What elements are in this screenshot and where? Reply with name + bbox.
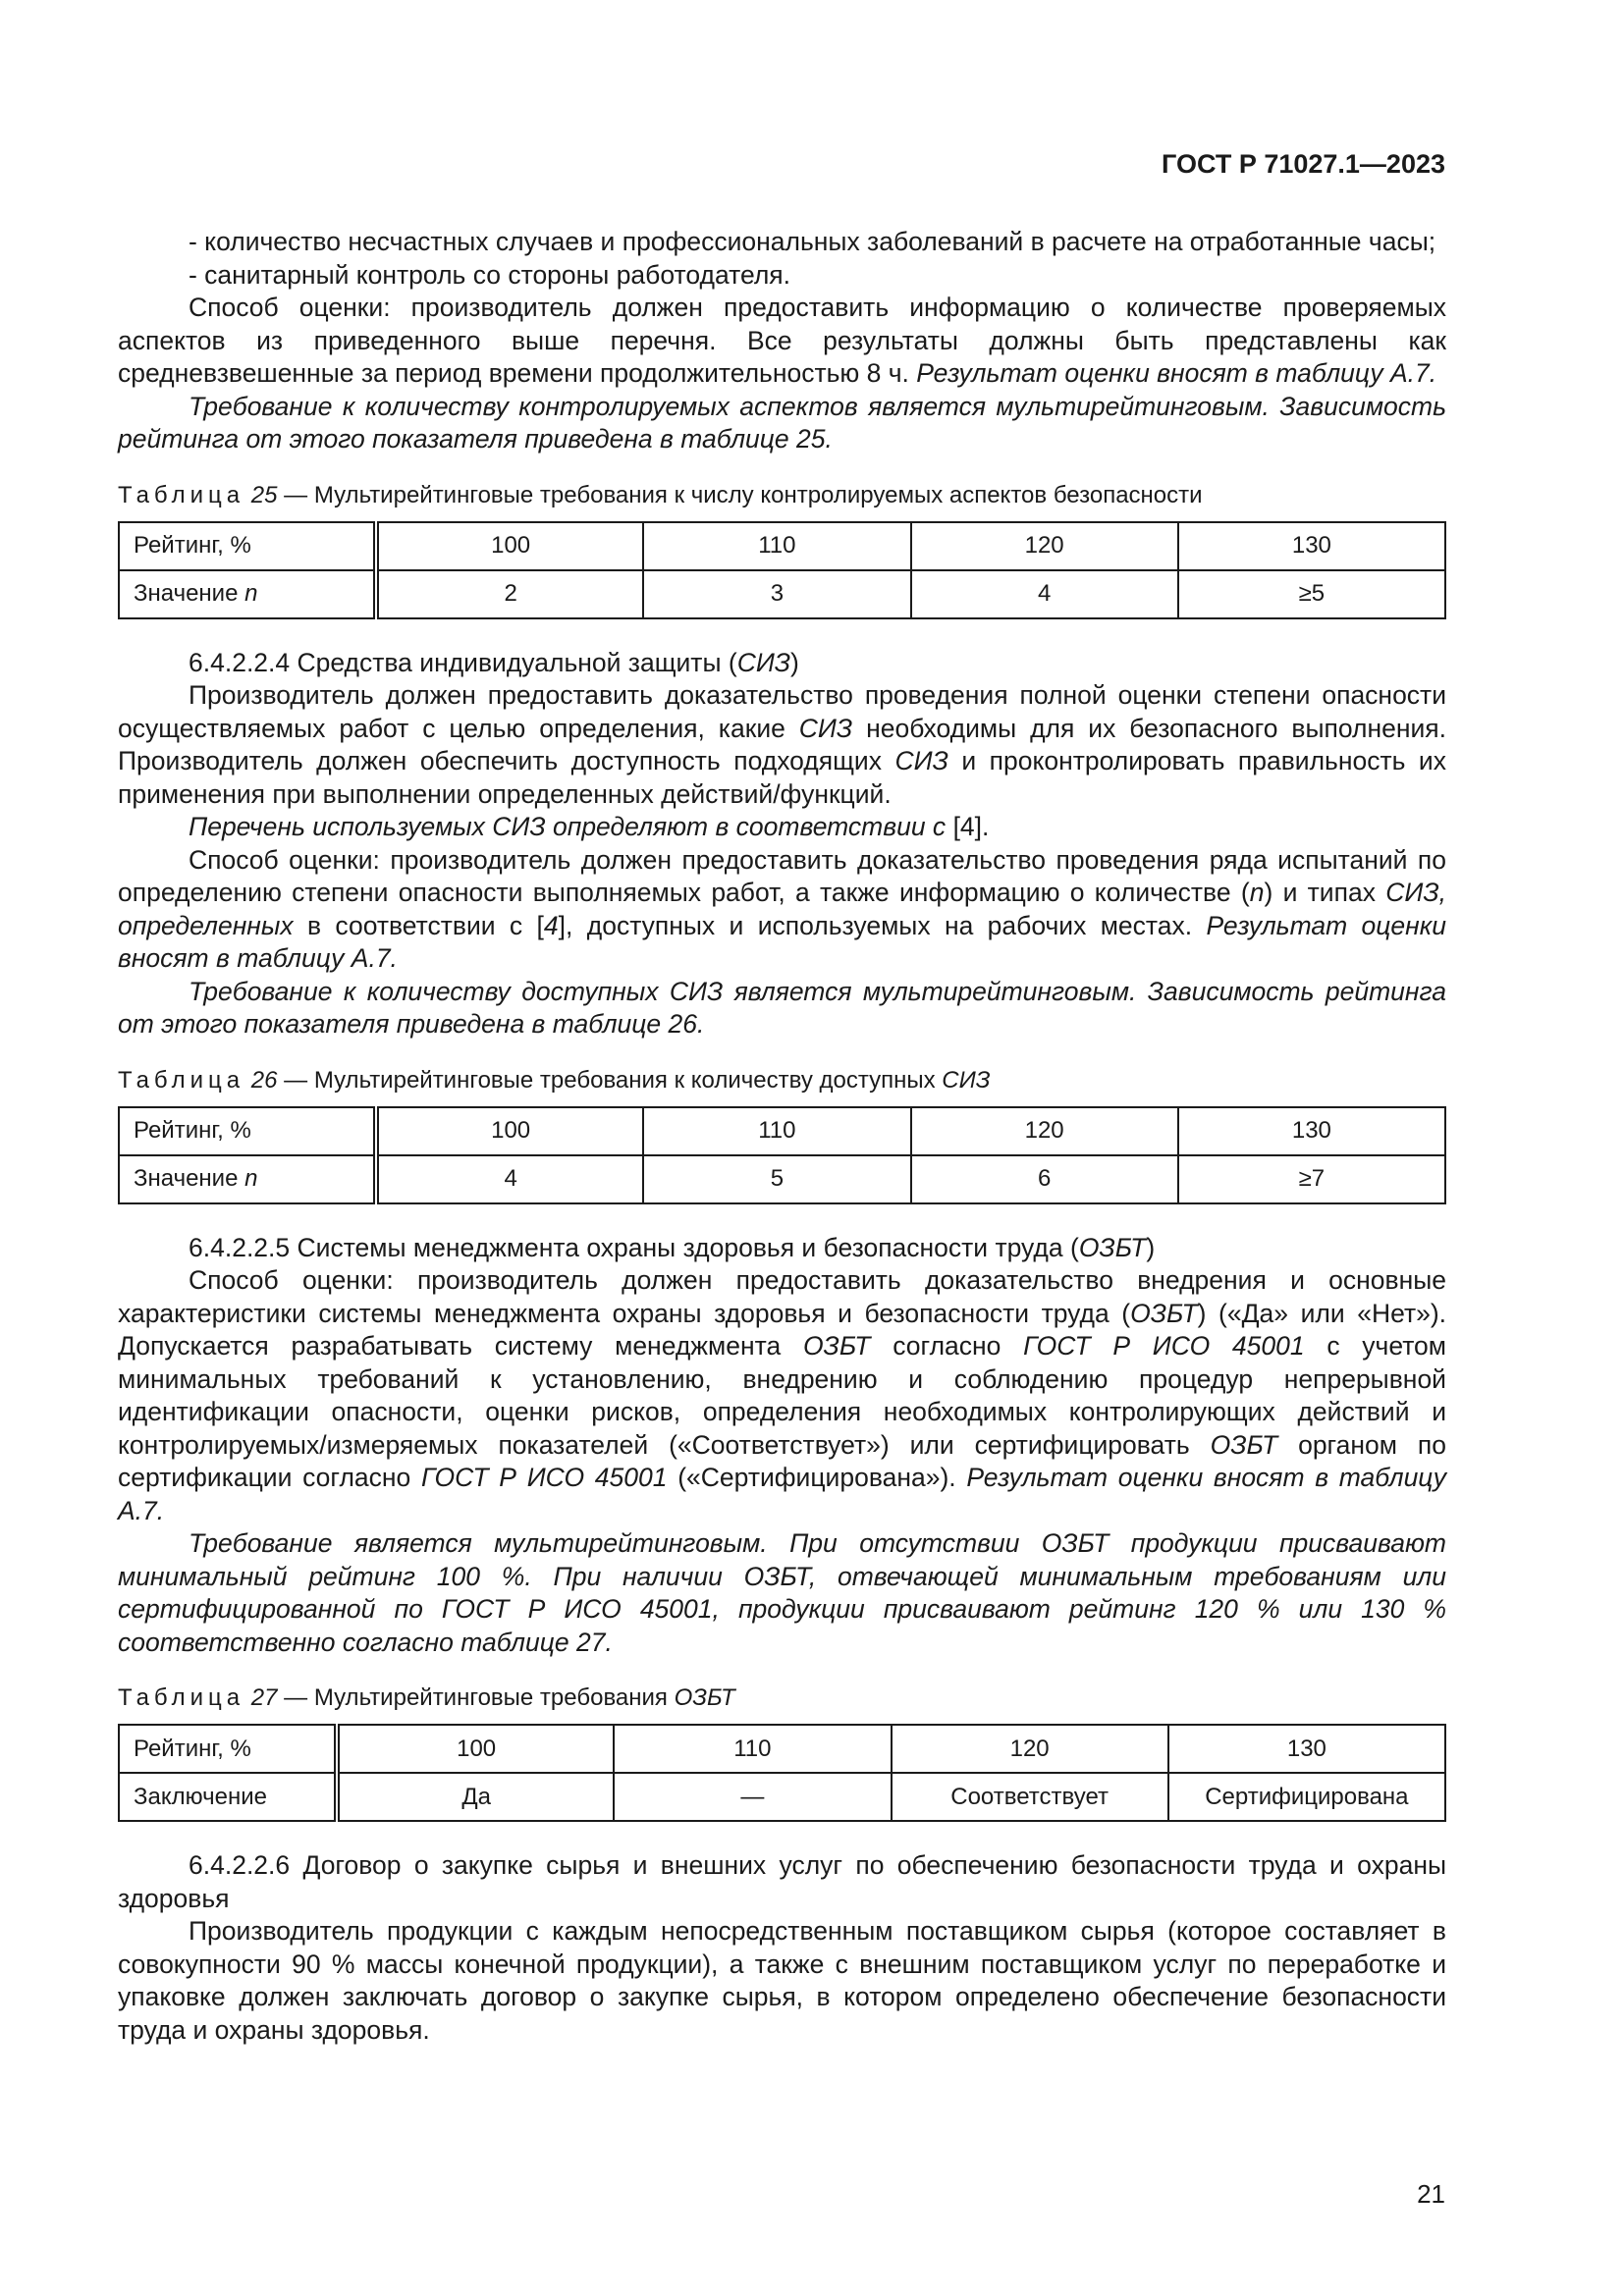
italic-text: ГОСТ Р ИСО 45001 — [1023, 1331, 1305, 1361]
italic-text: ОЗБТ — [1078, 1232, 1147, 1262]
section-heading — [118, 647, 1446, 680]
caption-text: — Мультирейтинговые требования — [284, 1684, 668, 1711]
reference: 4 — [543, 910, 559, 940]
table-cell: 6 — [911, 1155, 1178, 1203]
table-cell: 130 — [1178, 1107, 1445, 1155]
table-cell: 4 — [911, 570, 1178, 618]
table-cell: 100 — [376, 1107, 643, 1155]
text: в соответствии с [ — [306, 910, 544, 940]
text: Производитель должен предоставить доказательство проведения полной оценки степени опасности осуществляемых работ с целью определения, какие — [118, 680, 1446, 743]
italic-text: Результат оценки вносят в таблицу А.7. — [118, 1463, 1447, 1525]
table-row — [119, 1773, 1445, 1821]
table-cell: 5 — [643, 1155, 910, 1203]
paragraph: - санитарный контроль со стороны работодателя. — [189, 259, 790, 290]
table-cell — [119, 1155, 376, 1203]
paragraph — [118, 811, 1446, 844]
table-cell: 3 — [643, 570, 910, 618]
table-caption — [118, 1065, 1446, 1096]
table-cell: 130 — [1178, 522, 1445, 570]
table-cell: 4 — [376, 1155, 643, 1203]
table-cell: 110 — [614, 1725, 891, 1773]
caption-italic: СИЗ — [942, 1066, 991, 1094]
text: Способ оценки: производитель должен предоставить доказательство проведения ряда испытаний по определению степени опасности выполняемых работ, а также информацию о количестве ( — [118, 844, 1446, 907]
italic-text: ОЗБТ — [1210, 1429, 1278, 1460]
text: органом по сертификации согласно — [118, 1429, 1446, 1492]
table-cell: ≥7 — [1178, 1155, 1445, 1203]
table-row — [119, 1107, 1445, 1155]
caption-italic: ОЗБТ — [674, 1684, 735, 1711]
caption-number: 25 — [250, 481, 278, 508]
table-cell: 120 — [911, 1107, 1178, 1155]
table-cell: Сертифицирована — [1168, 1773, 1445, 1821]
italic-text: Результат оценки вносят в таблицу А.7. — [118, 910, 1446, 973]
paragraph — [118, 1264, 1446, 1527]
table-cell — [119, 570, 376, 618]
table-26 — [118, 1106, 1446, 1204]
caption-word: Таблица — [118, 1684, 245, 1711]
table-cell: Соответствует — [892, 1773, 1168, 1821]
paragraph — [118, 292, 1446, 391]
italic-text: Перечень используемых СИЗ определяют в соответствии с — [189, 812, 947, 841]
page-content — [118, 226, 1446, 2047]
text: и проконтролировать правильность их применения при выполнении определенных действий/функций. — [118, 746, 1446, 809]
text: ) и типах — [1264, 878, 1376, 907]
table-cell: Заключение — [119, 1773, 337, 1821]
text: ], доступных и используемых на рабочих местах. — [558, 910, 1193, 940]
text: («Сертифицирована»). — [677, 1463, 956, 1492]
variable: n — [244, 580, 258, 607]
document-code: ГОСТ Р 71027.1—2023 — [1162, 149, 1445, 179]
table-cell: Рейтинг, % — [119, 1107, 376, 1155]
table-27 — [118, 1724, 1446, 1822]
table-cell: Рейтинг, % — [119, 522, 376, 570]
table-row — [119, 1725, 1445, 1773]
italic-text: СИЗ — [736, 647, 791, 677]
text: [4] — [952, 812, 983, 841]
text: ) — [790, 647, 799, 677]
table-cell: 120 — [892, 1725, 1168, 1773]
paragraph: Требование к количеству доступных СИЗ является мультирейтинговым. Зависимость рейтинга от этого показателя приведена в таблице 26. — [118, 976, 1446, 1039]
italic-text: СИЗ, определенных — [118, 878, 1446, 940]
table-cell: 2 — [376, 570, 643, 618]
italic-text: СИЗ — [798, 713, 853, 743]
table-cell: Да — [337, 1773, 614, 1821]
text: ) — [1146, 1232, 1156, 1262]
table-cell: — — [614, 1773, 891, 1821]
text: . — [982, 812, 990, 841]
caption-number: 26 — [250, 1066, 278, 1094]
caption-word: Таблица — [118, 1066, 245, 1094]
text: ) («Да» или «Нет»). Допускается разрабатывать систему менеджмента — [118, 1298, 1447, 1361]
text: согласно — [893, 1331, 1001, 1361]
variable: n — [244, 1165, 258, 1192]
cell-label: Значение — [134, 580, 239, 607]
text: 6.4.2.2.4 Средства индивидуальной защиты ( — [189, 647, 737, 677]
table-cell: 120 — [911, 522, 1178, 570]
table-row — [119, 522, 1445, 570]
page-number: 21 — [1417, 2179, 1445, 2209]
table-cell: 110 — [643, 522, 910, 570]
table-cell: Рейтинг, % — [119, 1725, 337, 1773]
table-cell: 100 — [376, 522, 643, 570]
table-row — [119, 1155, 1445, 1203]
italic-text: Результат оценки вносят в таблицу А.7. — [916, 358, 1437, 388]
paragraph — [118, 679, 1446, 811]
text: Способ оценки: производитель должен предоставить информацию о количестве проверяемых аспектов из приведенного выше перечня. Все результаты должны быть представлены как средневзвешенные за период времени продолжительностью 8 ч. — [118, 293, 1446, 388]
caption-text: — Мультирейтинговые требования к количеству доступных — [284, 1066, 936, 1094]
paragraph — [118, 844, 1446, 976]
paragraph: - количество несчастных случаев и профессиональных заболеваний в расчете на отработанные часы; — [189, 227, 1436, 256]
text: Способ оценки: производитель должен предоставить доказательство внедрения и основные характеристики системы менеджмента охраны здоровья и безопасности труда ( — [118, 1265, 1446, 1328]
table-cell: 110 — [643, 1107, 910, 1155]
table-cell: 100 — [337, 1725, 614, 1773]
italic-text: ГОСТ Р ИСО 45001 — [421, 1463, 668, 1492]
table-caption — [118, 480, 1446, 511]
cell-label: Значение — [134, 1165, 239, 1192]
caption-number: 27 — [250, 1684, 278, 1711]
italic-text: ОЗБТ — [802, 1331, 871, 1361]
paragraph: Производитель продукции с каждым непосредственным поставщиком сырья (которое составляет в совокупности 90 % массы конечной продукции), а также с внешним поставщиком услуг по переработке и упаковке должен заключать договор о закупке сырья, в котором определено обеспечение безопасности труда и охраны здоровья. — [118, 1916, 1446, 2045]
paragraph: Требование является мультирейтинговым. При отсутствии ОЗБТ продукции присваивают минимальный рейтинг 100 %. При наличии ОЗБТ, отвечающей минимальным требованиям или сертифицированной по ГОСТ Р ИСО 45001, продукции присваивают рейтинг 120 % или 130 % соответственно согласно таблице 27. — [118, 1528, 1446, 1657]
section-heading: 6.4.2.2.6 Договор о закупке сырья и внешних услуг по обеспечению безопасности труда и охраны здоровья — [118, 1850, 1446, 1913]
table-cell: ≥5 — [1178, 570, 1445, 618]
caption-text: — Мультирейтинговые требования к числу контролируемых аспектов безопасности — [284, 481, 1203, 508]
table-cell: 130 — [1168, 1725, 1445, 1773]
text: с учетом минимальных требований к установлению, внедрению и соблюдению процедур непрерывной идентификации опасности, оценки рисков, определения необходимых контролирующих действий и контролируемых/измеряемых показателей («Соответствует») или сертифицировать — [118, 1331, 1446, 1460]
table-caption — [118, 1682, 1446, 1714]
table-row — [119, 570, 1445, 618]
section-heading — [118, 1232, 1446, 1265]
text: необходимы для их безопасного выполнения. Производитель должен обеспечить доступность подходящих — [118, 713, 1446, 775]
caption-word: Таблица — [118, 481, 245, 508]
paragraph: Требование к количеству контролируемых аспектов является мультирейтинговым. Зависимость рейтинга от этого показателя приведена в таблице 25. — [118, 391, 1446, 454]
text: 6.4.2.2.5 Системы менеджмента охраны здоровья и безопасности труда ( — [189, 1232, 1079, 1262]
italic-text: ОЗБТ — [1130, 1298, 1198, 1328]
table-25 — [118, 521, 1446, 619]
variable: n — [1249, 878, 1265, 907]
italic-text: СИЗ — [894, 746, 948, 775]
